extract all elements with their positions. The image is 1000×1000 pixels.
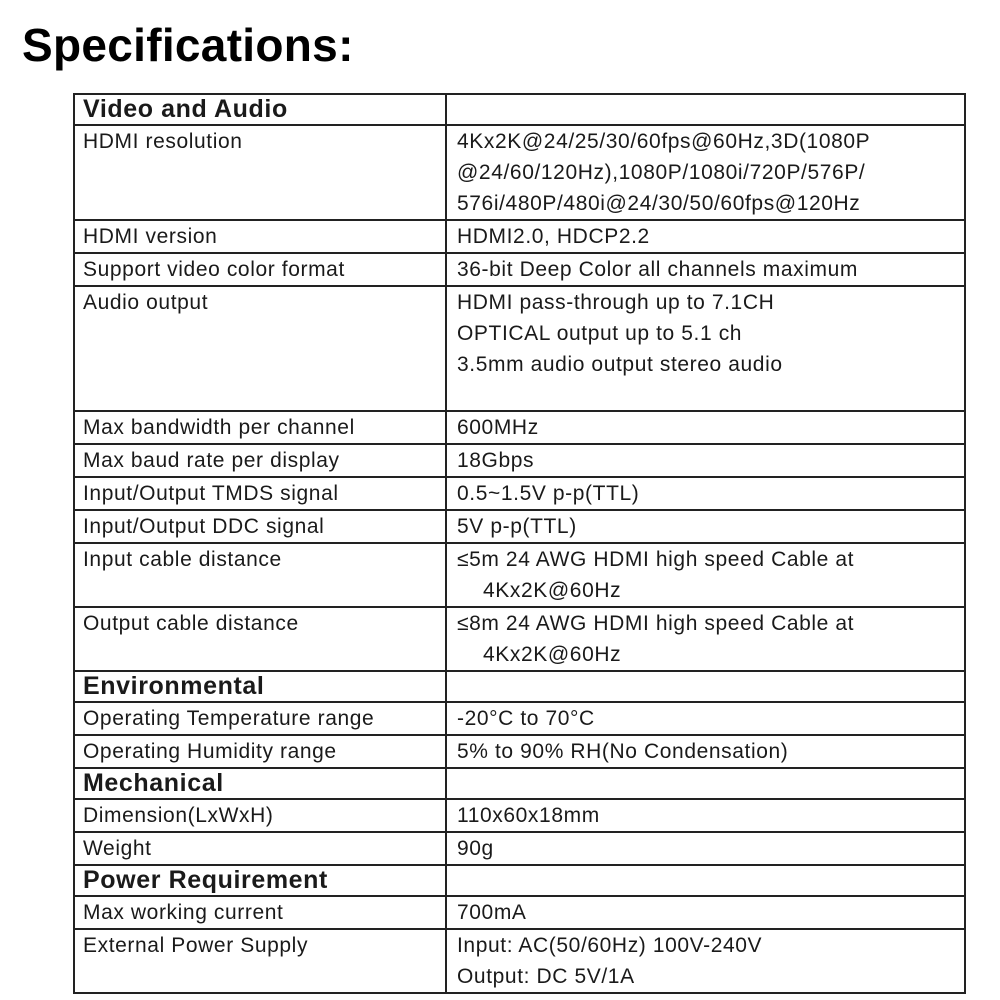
spec-label: Max working current (74, 896, 446, 929)
spec-value (446, 411, 965, 444)
spec-value (446, 286, 965, 411)
spec-value (446, 253, 965, 286)
spec-label: Support video color format (74, 253, 446, 286)
spec-value (446, 735, 965, 768)
spec-value-line: 700mA (457, 901, 527, 924)
spec-label: Max bandwidth per channel (74, 411, 446, 444)
spec-label: HDMI resolution (74, 125, 446, 220)
spec-label: Max baud rate per display (74, 444, 446, 477)
spec-value-line: ≤8m 24 AWG HDMI high speed Cable at (457, 612, 855, 635)
spec-value (446, 832, 965, 865)
spec-row (74, 444, 965, 477)
section-heading: Video and Audio (74, 94, 446, 125)
spec-value-line: 110x60x18mm (457, 804, 600, 827)
spec-row (74, 286, 965, 411)
spec-value-line: HDMI2.0, HDCP2.2 (457, 225, 650, 248)
section-heading: Mechanical (74, 768, 446, 799)
spec-value-line: Input: AC(50/60Hz) 100V-240V (457, 934, 763, 957)
spec-value-line: -20°C to 70°C (457, 707, 595, 730)
section-heading: Power Requirement (74, 865, 446, 896)
spec-value (446, 799, 965, 832)
spec-value-line: 3.5mm audio output stereo audio (457, 353, 783, 376)
spec-row (74, 929, 965, 993)
spec-value (446, 607, 965, 671)
spec-value-line: 600MHz (457, 416, 539, 439)
spec-value (446, 94, 965, 125)
spec-value (446, 768, 965, 799)
spec-row (74, 799, 965, 832)
spec-value-line: 4Kx2K@60Hz (483, 579, 622, 602)
spec-label: Output cable distance (74, 607, 446, 671)
specifications-table (73, 93, 966, 994)
spec-value-line: 5V p-p(TTL) (457, 515, 577, 538)
section-row (74, 768, 965, 799)
spec-value-line: @24/60/120Hz),1080P/1080i/720P/576P/ (457, 161, 866, 184)
spec-row (74, 253, 965, 286)
spec-value (446, 896, 965, 929)
specifications-table-body (74, 94, 965, 993)
spec-label: Input cable distance (74, 543, 446, 607)
spec-row (74, 411, 965, 444)
spec-row (74, 477, 965, 510)
spec-value (446, 929, 965, 993)
spec-value-line: 0.5~1.5V p-p(TTL) (457, 482, 640, 505)
spec-value (446, 865, 965, 896)
spec-label: Operating Temperature range (74, 702, 446, 735)
spec-value (446, 510, 965, 543)
spec-value (446, 220, 965, 253)
spec-label: Input/Output DDC signal (74, 510, 446, 543)
spec-value (446, 125, 965, 220)
spec-row (74, 832, 965, 865)
section-row (74, 94, 965, 125)
spec-value-line: ≤5m 24 AWG HDMI high speed Cable at (457, 548, 855, 571)
spec-value (446, 702, 965, 735)
spec-value-line: 576i/480P/480i@24/30/50/60fps@120Hz (457, 192, 861, 215)
spec-label: Operating Humidity range (74, 735, 446, 768)
page-title: Specifications: (22, 19, 354, 71)
spec-value-line: 36-bit Deep Color all channels maximum (457, 258, 858, 281)
spec-value-line: 18Gbps (457, 449, 535, 472)
section-row (74, 865, 965, 896)
spec-value-line: 4Kx2K@24/25/30/60fps@60Hz,3D(1080P (457, 130, 871, 153)
spec-row (74, 220, 965, 253)
spec-row (74, 607, 965, 671)
spec-value (446, 543, 965, 607)
spec-value-line: OPTICAL output up to 5.1 ch (457, 322, 743, 345)
spec-row (74, 125, 965, 220)
spec-row (74, 702, 965, 735)
section-row (74, 671, 965, 702)
spec-label: Audio output (74, 286, 446, 411)
spec-label: External Power Supply (74, 929, 446, 993)
spec-row (74, 510, 965, 543)
spec-value (446, 444, 965, 477)
spec-value (446, 477, 965, 510)
spec-value-line: 4Kx2K@60Hz (483, 643, 622, 666)
spec-label: Dimension(LxWxH) (74, 799, 446, 832)
spec-value-line: 90g (457, 837, 494, 860)
spec-value-line: HDMI pass-through up to 7.1CH (457, 291, 775, 314)
spec-label: Weight (74, 832, 446, 865)
spec-value-line: Output: DC 5V/1A (457, 965, 635, 988)
spec-value (446, 671, 965, 702)
section-heading: Environmental (74, 671, 446, 702)
spec-row (74, 735, 965, 768)
spec-value-line: 5% to 90% RH(No Condensation) (457, 740, 789, 763)
spec-label: HDMI version (74, 220, 446, 253)
spec-row (74, 896, 965, 929)
spec-label: Input/Output TMDS signal (74, 477, 446, 510)
spec-row (74, 543, 965, 607)
